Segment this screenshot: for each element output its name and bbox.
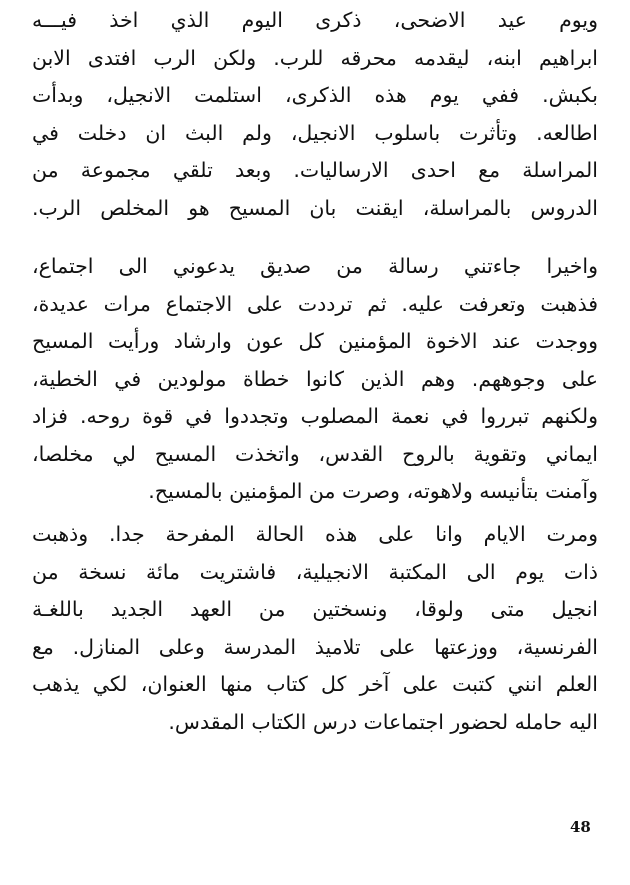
page-number: 48 [570,818,591,836]
text-line: واخيرا جاءتني رسالة من صديق يدعوني الى اجتماع، [32,254,598,278]
text-line: ويوم عيد الاضحى، ذكرى اليوم الذي اخذ فيـــه [32,8,598,32]
paragraph-3 [32,516,598,741]
text-line: وآمنت بتأنيسه ولاهوته، وصرت من المؤمنين بالمسيح. [148,479,598,503]
text-line: المراسلة مع احدى الارساليات. وبعد تلقي مجموعة من [32,158,598,182]
text-line: ذات يوم الى المكتبة الانجيلية، فاشتريت مائة نسخة من [32,559,598,584]
paragraph-1 [32,2,598,227]
text-line: بكبش. ففي يوم هذه الذكرى، استلمت الانجيل، وبدأت [32,83,598,107]
text-line: فذهبت وتعرفت عليه. ثم ترددت على الاجتماع مرات عديدة، [32,291,598,316]
text-line: اليه حامله لحضور اجتماعات درس الكتاب المقدس. [168,709,598,734]
text-line: ايماني وتقوية بالروح القدس، واتخذت المسيح لي مخلصا، [32,441,598,466]
text-line: انجيل متى ولوقا، ونسختين من العهد الجديد باللغـة [32,597,598,621]
text-line: ومرت الايام وانا على هذه الحالة المفرحة جدا. وذهبت [32,522,598,546]
text-line: ابراهيم ابنه، ليقدمه محرقه للرب. ولكن الرب افتدى الابن [32,45,598,70]
text-line: الفرنسية، ووزعتها على تلاميذ المدرسة وعلى المنازل. مع [32,634,598,659]
text-line: الدروس بالمراسلة، ايقنت بان المسيح هو المخلص الرب. [32,195,598,220]
paragraph-2 [32,248,598,511]
text-line: اطالعه. وتأثرت باسلوب الانجيل، ولم البث ان دخلت في [32,120,598,145]
text-line: العلم انني كتبت على آخر كل كتاب منها العنوان، لكي يذهب [32,672,598,696]
text-line: ولكنهم تبرروا في نعمة المصلوب وتجددوا في قوة روحه. فزاد [32,404,598,428]
text-line: على وجوههم. وهم الذين كانوا خطاة مولودين في الخطية، [32,366,598,391]
text-line: ووجدت عند الاخوة المؤمنين كل عون وارشاد ورأيت المسيح [32,329,598,353]
